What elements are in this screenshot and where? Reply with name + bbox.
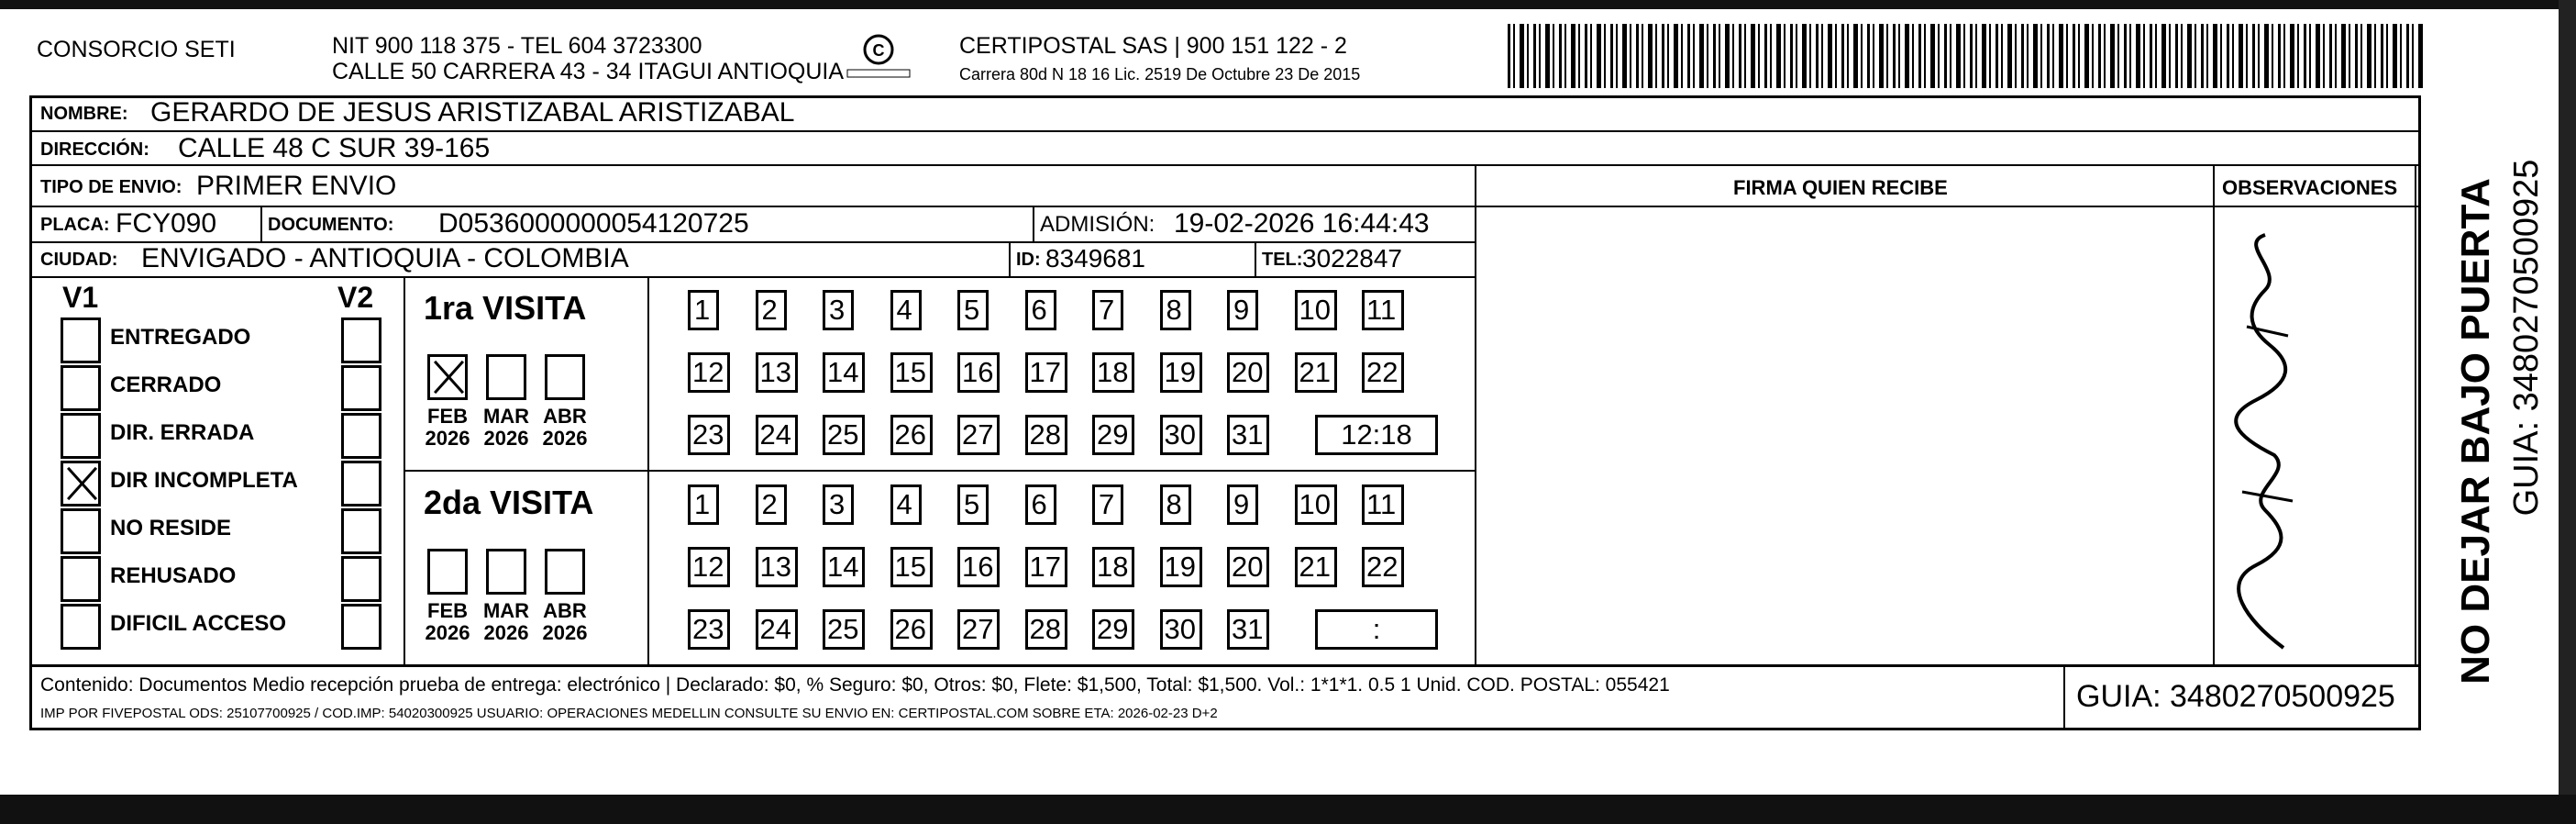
day-box[interactable]: 24 [756,609,798,650]
day-box[interactable]: 29 [1092,415,1134,455]
side-guia: GUIA: 3480270500925 [2507,159,2546,517]
day-box[interactable]: 15 [890,352,933,393]
month-label [417,600,478,644]
observaciones-label: OBSERVACIONES [2222,176,2398,199]
status-label: NO RESIDE [110,516,232,540]
day-box[interactable]: 22 [1362,547,1404,587]
v2-checkbox-1[interactable] [341,365,381,411]
month-year: 2026 [483,621,529,644]
day-box[interactable]: 17 [1025,547,1067,587]
day-box[interactable]: 8 [1160,484,1191,525]
day-box[interactable]: 19 [1160,547,1202,587]
barcode [1508,24,2425,88]
day-box[interactable]: 11 [1362,484,1404,525]
v2-label: V2 [337,281,374,314]
direccion-label: DIRECCIÓN: [40,139,149,160]
day-box[interactable]: 19 [1160,352,1202,393]
nit-line: NIT 900 118 375 - TEL 604 3723300 [332,33,702,59]
day-box[interactable]: 27 [957,415,1000,455]
visit-title: 1ra VISITA [424,289,587,327]
day-box[interactable]: 17 [1025,352,1067,393]
month-label [476,600,536,644]
firma-label: FIRMA QUIEN RECIBE [1733,176,1948,199]
month-checkbox[interactable] [427,354,468,400]
day-box[interactable]: 4 [890,484,922,525]
day-box[interactable]: 23 [688,609,730,650]
v1-checkbox-0[interactable] [61,317,101,363]
day-box[interactable]: 20 [1227,547,1269,587]
day-box[interactable]: 27 [957,609,1000,650]
day-box[interactable]: 31 [1227,609,1269,650]
day-box[interactable]: 4 [890,290,922,330]
day-box[interactable]: 14 [823,547,865,587]
v2-checkbox-3[interactable] [341,461,381,507]
ciudad-label: CIUDAD: [40,250,118,270]
v2-checkbox-4[interactable] [341,508,381,554]
day-box[interactable]: 23 [688,415,730,455]
check-x-icon [67,468,94,499]
day-box[interactable]: 6 [1025,484,1056,525]
day-box[interactable]: 12 [688,352,730,393]
day-box[interactable]: 10 [1295,290,1337,330]
day-box[interactable]: 2 [756,290,787,330]
status-label: DIR. ERRADA [110,420,255,445]
month-name: FEB [427,405,468,428]
month-label [417,406,478,450]
month-checkbox[interactable] [427,549,468,595]
status-label: DIR INCOMPLETA [110,468,298,493]
day-box[interactable]: 20 [1227,352,1269,393]
day-box[interactable]: 11 [1362,290,1404,330]
direccion-value: CALLE 48 C SUR 39-165 [178,133,491,163]
day-box[interactable]: 5 [957,290,989,330]
certipostal-logo-icon [844,33,913,83]
month-year: 2026 [542,621,588,644]
day-box[interactable]: 10 [1295,484,1337,525]
v1-checkbox-4[interactable] [61,508,101,554]
side-title: NO DEJAR BAJO PUERTA [2453,178,2498,685]
svg-text:C: C [872,41,885,60]
day-box[interactable]: 21 [1295,352,1337,393]
time-box[interactable]: : [1315,609,1438,650]
month-checkbox[interactable] [486,549,526,595]
day-box[interactable]: 31 [1227,415,1269,455]
bottom-edge [0,795,2576,824]
day-box[interactable]: 9 [1227,484,1258,525]
month-year: 2026 [542,427,588,450]
day-box[interactable]: 16 [957,352,1000,393]
time-box[interactable]: 12:18 [1315,415,1438,455]
v2-checkbox-5[interactable] [341,556,381,602]
day-box[interactable]: 7 [1092,290,1123,330]
day-box[interactable]: 22 [1362,352,1404,393]
id-label: ID: [1016,250,1041,270]
month-name: MAR [482,405,530,428]
admision-label: ADMISIÓN: [1040,212,1155,237]
month-year: 2026 [483,427,529,450]
day-box[interactable]: 13 [756,352,798,393]
day-box[interactable]: 21 [1295,547,1337,587]
v2-checkbox-0[interactable] [341,317,381,363]
v1-label: V1 [62,281,99,314]
day-box[interactable]: 1 [688,290,719,330]
day-box[interactable]: 15 [890,547,933,587]
day-box[interactable]: 30 [1160,415,1202,455]
day-box[interactable]: 9 [1227,290,1258,330]
month-name: MAR [482,599,530,622]
day-box[interactable]: 2 [756,484,787,525]
footer-guia: GUIA: 3480270500925 [2076,679,2395,714]
tipo-label: TIPO DE ENVIO: [40,177,182,197]
month-name: ABR [543,405,587,428]
v1-checkbox-2[interactable] [61,413,101,459]
v2-checkbox-6[interactable] [341,604,381,650]
day-box[interactable]: 1 [688,484,719,525]
day-box[interactable]: 29 [1092,609,1134,650]
v1-checkbox-3[interactable] [61,461,101,507]
nombre-label: NOMBRE: [40,104,128,124]
ciudad-value: ENVIGADO - ANTIOQUIA - COLOMBIA [141,243,629,273]
tel-value: 3022847 [1302,244,1403,273]
day-box[interactable]: 6 [1025,290,1056,330]
month-checkbox[interactable] [545,549,585,595]
day-box[interactable]: 3 [823,484,854,525]
day-box[interactable]: 7 [1092,484,1123,525]
v2-checkbox-2[interactable] [341,413,381,459]
tipo-value: PRIMER ENVIO [196,171,397,201]
day-box[interactable]: 5 [957,484,989,525]
status-label: ENTREGADO [110,325,251,350]
placa-label: PLACA: [40,215,110,235]
day-box[interactable]: 18 [1092,352,1134,393]
day-box[interactable]: 14 [823,352,865,393]
day-box[interactable]: 8 [1160,290,1191,330]
placa-value: FCY090 [116,208,217,239]
documento-label: DOCUMENTO: [268,215,394,235]
month-year: 2026 [425,427,470,450]
status-label: DIFICIL ACCESO [110,611,287,636]
top-edge [0,0,2576,9]
month-label [476,406,536,450]
day-box[interactable]: 25 [823,415,865,455]
visit-title: 2da VISITA [424,484,594,521]
day-box[interactable]: 13 [756,547,798,587]
status-label: CERRADO [110,373,222,397]
license-line: Carrera 80d N 18 16 Lic. 2519 De Octubre 23 De 2015 [959,65,1361,84]
check-x-icon [434,362,461,393]
v1-checkbox-5[interactable] [61,556,101,602]
footer-line1: Contenido: Documentos Medio recepción prueba de entrega: electrónico | Declarado: $0, % Seguro: $0, Otros: $0, Flete: $1,500, Total: $1,500. Vol.: 1*1*1. 0.5 1 Unid. COD. POSTAL: 055421 [40,674,1670,696]
nombre-value: GERARDO DE JESUS ARISTIZABAL ARISTIZABAL [150,97,795,128]
month-year: 2026 [425,621,470,644]
address-line: CALLE 50 CARRERA 43 - 34 ITAGUI ANTIOQUIA [332,59,845,84]
id-value: 8349681 [1045,244,1146,273]
day-box[interactable]: 16 [957,547,1000,587]
month-label [535,600,595,644]
day-box[interactable]: 26 [890,415,933,455]
signature-image [2228,217,2302,657]
day-box[interactable]: 30 [1160,609,1202,650]
day-box[interactable]: 28 [1025,415,1067,455]
tel-label: TEL: [1262,250,1303,270]
documento-value: D0536000000054120725 [438,208,749,239]
month-name: FEB [427,599,468,622]
day-box[interactable]: 18 [1092,547,1134,587]
month-label [535,406,595,450]
footer-line2: IMP POR FIVEPOSTAL ODS: 25107700925 / COD.IMP: 54020300925 USUARIO: OPERACIONES MEDELLIN CONSULTE SU ENVIO EN: CERTIPOSTAL.COM SOBRE ETA: 2026-02-23 D+2 [40,706,1218,721]
v1-checkbox-6[interactable] [61,604,101,650]
day-box[interactable]: 3 [823,290,854,330]
day-box[interactable]: 24 [756,415,798,455]
day-box[interactable]: 25 [823,609,865,650]
day-box[interactable]: 26 [890,609,933,650]
month-checkbox[interactable] [545,354,585,400]
day-box[interactable]: 28 [1025,609,1067,650]
admision-value: 19-02-2026 16:44:43 [1174,208,1430,239]
month-checkbox[interactable] [486,354,526,400]
day-box[interactable]: 12 [688,547,730,587]
company-name: CONSORCIO SETI [37,37,236,62]
v1-checkbox-1[interactable] [61,365,101,411]
right-edge [2559,0,2576,824]
status-label: REHUSADO [110,563,237,588]
month-name: ABR [543,599,587,622]
certipostal-line: CERTIPOSTAL SAS | 900 151 122 - 2 [959,33,1347,59]
